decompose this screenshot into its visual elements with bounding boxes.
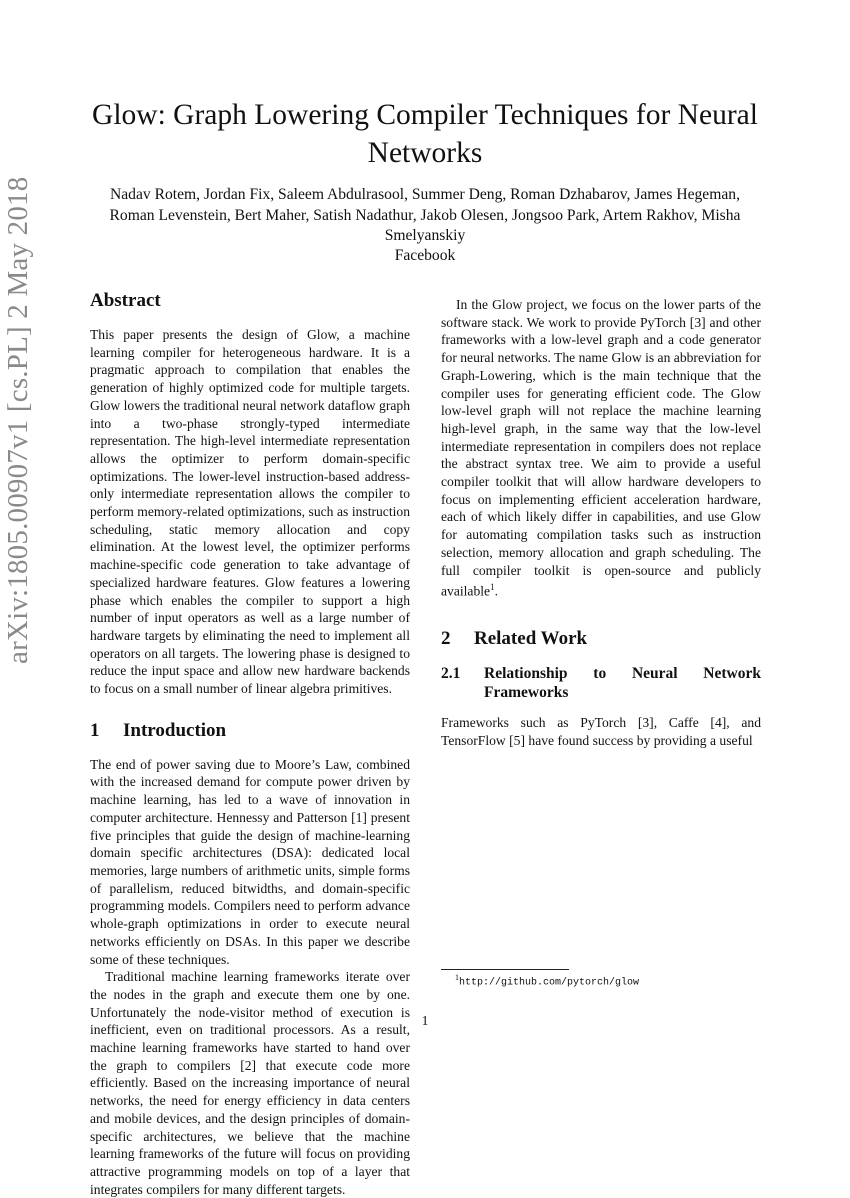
abstract-text: This paper presents the design of Glow, a machine learning compiler for heterogeneous hardware. It is a pragmatic approach to compilation that enables the generation of highly optimized code for multiple targets. Glow lowers the traditional neural network dataflow graph into a two-phase strongly-typed intermediate representation. The high-level intermediate representation allows the optimizer to perform domain-specific optimizations. The lower-level instruction-based address-only intermediate representation allows the compiler to perform memory-related optimizations, such as instruction scheduling, static memory allocation and copy elimination. At the lowest level, the optimizer performs machine-specific code generation to take advantage of specialized hardware features. Glow features a lowering phase which enables the compiler to support a high number of input operators as well as a large number of hardware targets by eliminating the need to implement all operators on all targets. The lowering phase is designed to reduce the input space and allow new hardware backends to focus on a small number of linear algebra primitives. [90, 327, 410, 697]
intro-paragraph-3 [441, 296, 761, 600]
subsection-heading [441, 664, 761, 702]
author-list: Nadav Rotem, Jordan Fix, Saleem Abdulrasool, Summer Deng, Roman Dzhabarov, James Hegeman, Roman Levenstein, Bert Maher, Satish Nadathur, Jakob Olesen, Jongsoo Park, Artem Rakhov, Misha Smelyanskiy [109, 186, 741, 244]
intro-paragraph-2: Traditional machine learning frameworks iterate over the nodes in the graph and execute them one by one. Unfortunately the node-visitor method of execution is inefficient, even on traditional processors. As a result, machine learning frameworks have started to hand over the graph to compilers [2] that execute code more efficiently. Based on the increasing importance of neural networks, the need for energy efficiency in data centers and mobile devices, and the design principles of domain-specific architectures, we believe that the machine learning frameworks of the future will focus on providing attractive programming models on top of a layer that integrates compilers for many different targets. [90, 969, 410, 1197]
intro-paragraph-3-text: In the Glow project, we focus on the lower parts of the software stack. We work to provide PyTorch [3] and other frameworks with a low-level graph and a code generator for neural networks. The name Glow is an abbreviation for Graph-Lowering, which is the main technique that the compiler uses for generating efficient code. The Glow low-level graph will not replace the machine learning high-level graph, in the same way that the low-level intermediate representation in compilers does not replace the abstract syntax tree. We aim to provide a useful compiler toolkit that will allow hardware developers to focus on implementing efficient acceleration hardware, each of which likely differ in capabilities, and use Glow for automating compilation tasks such as instruction selection, memory allocation and graph scheduling. The full compiler toolkit is open-source and publicly available [441, 297, 761, 599]
paper-title: Glow: Graph Lowering Compiler Techniques for Neural Networks [92, 99, 758, 169]
right-column [441, 296, 761, 750]
related-work-heading [441, 628, 761, 650]
section-title: Related Work [474, 628, 588, 650]
intro-paragraph-1: The end of power saving due to Moore’s Law, combined with the increased demand for compute power driven by machine learning, has led to a wave of innovation in computer architecture. Hennessy and Patterson [1] present five principles that guide the design of machine-learning domain specific architectures (DSA): dedicated local memories, large numbers of arithmetic units, simple forms of parallelism, reduced bitwidths, and domain-specific programming models. Compilers need to perform advance whole-graph optimizations in order to execute neural networks efficiently on DSAs. In this paper we describe some of these techniques. [90, 756, 410, 967]
introduction-heading [90, 720, 410, 742]
section-number: 2 [441, 628, 451, 650]
affiliation: Facebook [394, 247, 456, 264]
footnote [455, 973, 639, 988]
section-number: 1 [90, 719, 100, 741]
related-work-paragraph: Frameworks such as PyTorch [3], Caffe [4], and TensorFlow [5] have found success by providing a useful [441, 715, 761, 749]
subsection-number: 2.1 [441, 665, 461, 683]
footnote-url[interactable]: http://github.com/pytorch/glow [459, 977, 640, 989]
left-column [90, 290, 410, 1198]
arxiv-identifier: arXiv:1805.00907v1 [cs.PL] 2 May 2018 [2, 176, 34, 664]
footnote-number: 1 [455, 973, 459, 982]
subsection-title: Relationship to Neural Network Frameworks [484, 665, 761, 702]
section-title: Introduction [123, 719, 227, 741]
footnote-rule [441, 969, 569, 970]
footnote-marker: 1 [490, 582, 495, 593]
intro-paragraph-3-end: . [494, 583, 498, 599]
page-number: 1 [421, 1013, 429, 1028]
abstract-heading: Abstract [90, 290, 161, 311]
